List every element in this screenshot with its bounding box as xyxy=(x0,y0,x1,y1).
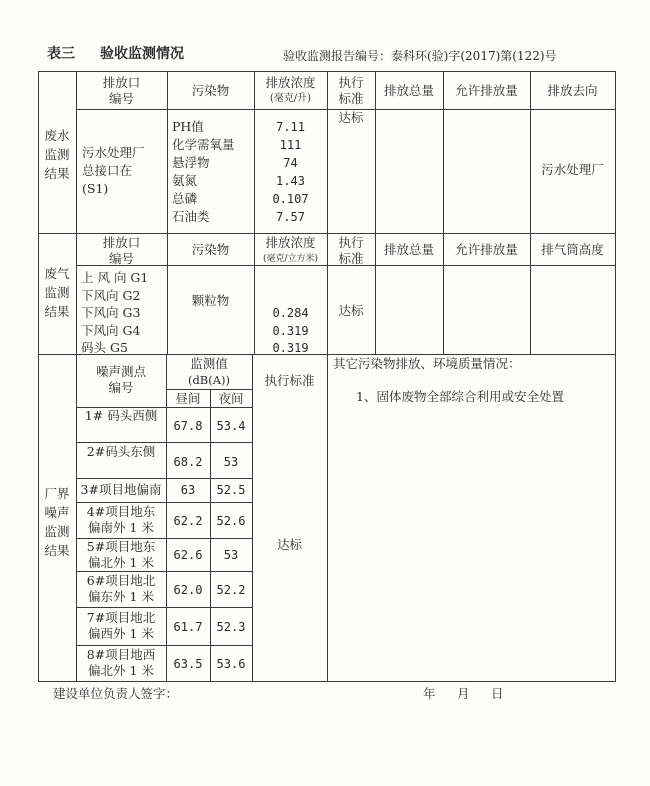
date-day-label: 日 xyxy=(491,686,504,701)
noise-row-name: 5#项目地东 偏北外 1 米 xyxy=(86,539,156,570)
ww-header-outlet: 排放口 编号 xyxy=(102,75,141,106)
noise-row-night: 52.5 xyxy=(216,483,246,497)
noise-section-label: 厂界 噪声 监测 结果 xyxy=(44,486,70,558)
ww-header-concentration: 排放浓度 (毫克/升) xyxy=(265,75,316,104)
noise-row-night: 52.3 xyxy=(216,620,246,634)
noise-row-night: 52.6 xyxy=(216,514,246,528)
noise-row-day: 68.2 xyxy=(173,455,203,469)
date-month-label: 月 xyxy=(457,686,470,701)
wg-header-pollutant: 污染物 xyxy=(191,242,230,257)
ww-value-list: 7.11 111 74 1.43 0.107 7.57 xyxy=(272,120,309,224)
wg-header-total: 排放总量 xyxy=(383,242,434,257)
wg-header-concentration: 排放浓度 (毫克/立方米) xyxy=(262,235,319,264)
noise-row-day: 61.7 xyxy=(173,620,203,634)
noise-row-day: 63 xyxy=(180,483,196,497)
ww-header-destination: 排放去向 xyxy=(547,83,598,98)
table-number: 表三 xyxy=(47,46,75,62)
ww-destination: 污水处理厂 xyxy=(541,162,604,177)
noise-row-day: 67.8 xyxy=(173,419,203,433)
noise-header-point: 噪声测点 编号 xyxy=(95,364,146,395)
wastewater-section-label: 废水 监测 结果 xyxy=(44,128,70,181)
date-year-label: 年 xyxy=(423,686,436,701)
table-title: 验收监测情况 xyxy=(100,46,184,62)
noise-row-day: 62.0 xyxy=(173,583,203,597)
noise-row-name: 3#项目地偏南 xyxy=(80,482,162,497)
noise-row-night: 53 xyxy=(223,548,239,562)
noise-row-name: 6#项目地北 偏东外 1 米 xyxy=(86,573,156,604)
wg-header-height: 排气筒高度 xyxy=(541,242,604,257)
noise-standard-result: 达标 xyxy=(276,537,302,552)
noise-row-night: 53 xyxy=(223,455,239,469)
noise-row-day: 63.5 xyxy=(173,657,203,671)
noise-row-name: 4#项目地东 偏南外 1 米 xyxy=(86,504,156,535)
noise-header-day: 昼间 xyxy=(175,391,201,406)
noise-row-day: 62.6 xyxy=(173,548,203,562)
ww-standard-result: 达标 xyxy=(338,110,364,125)
noise-row-name: 7#项目地北 偏西外 1 米 xyxy=(86,610,156,641)
wg-header-outlet: 排放口 编号 xyxy=(102,235,141,266)
noise-row-night: 53.6 xyxy=(216,657,246,671)
wg-value-list: 0.284 0.319 0.319 xyxy=(272,306,309,355)
signature-label: 建设单位负责人签字： xyxy=(53,686,179,701)
ww-header-pollutant: 污染物 xyxy=(191,83,230,98)
ww-outlet-name: 污水处理厂 总接口在 (S1) xyxy=(82,145,145,196)
noise-header-standard: 执行标准 xyxy=(264,373,315,388)
noise-header-value: 监测值 (dB(A)) xyxy=(187,356,231,387)
ww-header-allowed: 允许排放量 xyxy=(455,83,518,98)
noise-row-day: 62.2 xyxy=(173,514,203,528)
ww-header-standard: 执行 标准 xyxy=(338,75,364,106)
wg-standard-result: 达标 xyxy=(338,303,364,318)
noise-header-night: 夜间 xyxy=(218,391,244,406)
noise-row-name: 8#项目地西 偏北外 1 米 xyxy=(86,647,156,678)
ww-pollutant-list: PH值 化学需氧量 悬浮物 氨氮 总磷 石油类 xyxy=(172,119,235,224)
wastegas-section-label: 废气 监测 结果 xyxy=(44,266,70,319)
noise-row-name: 1# 码头西侧 xyxy=(84,408,158,423)
wg-pollutant: 颗粒物 xyxy=(191,293,230,308)
other-pollution-title: 其它污染物排放、环境质量情况： xyxy=(333,356,521,371)
report-number: 验收监测报告编号：泰科环(验)字(2017)第(122)号 xyxy=(283,49,557,63)
other-pollution-item: 1、固体废物全部综合利用或安全处置 xyxy=(356,389,564,404)
wg-header-allowed: 允许排放量 xyxy=(455,242,518,257)
wg-point-list: 上 风 向 G1 下风向 G2 下风向 G3 下风向 G4 码头 G5 xyxy=(81,270,149,355)
noise-row-name: 2#码头东侧 xyxy=(86,444,156,459)
noise-row-night: 52.2 xyxy=(216,583,246,597)
noise-row-night: 53.4 xyxy=(216,419,246,433)
wg-header-standard: 执行 标准 xyxy=(338,235,364,266)
ww-header-total: 排放总量 xyxy=(383,83,434,98)
